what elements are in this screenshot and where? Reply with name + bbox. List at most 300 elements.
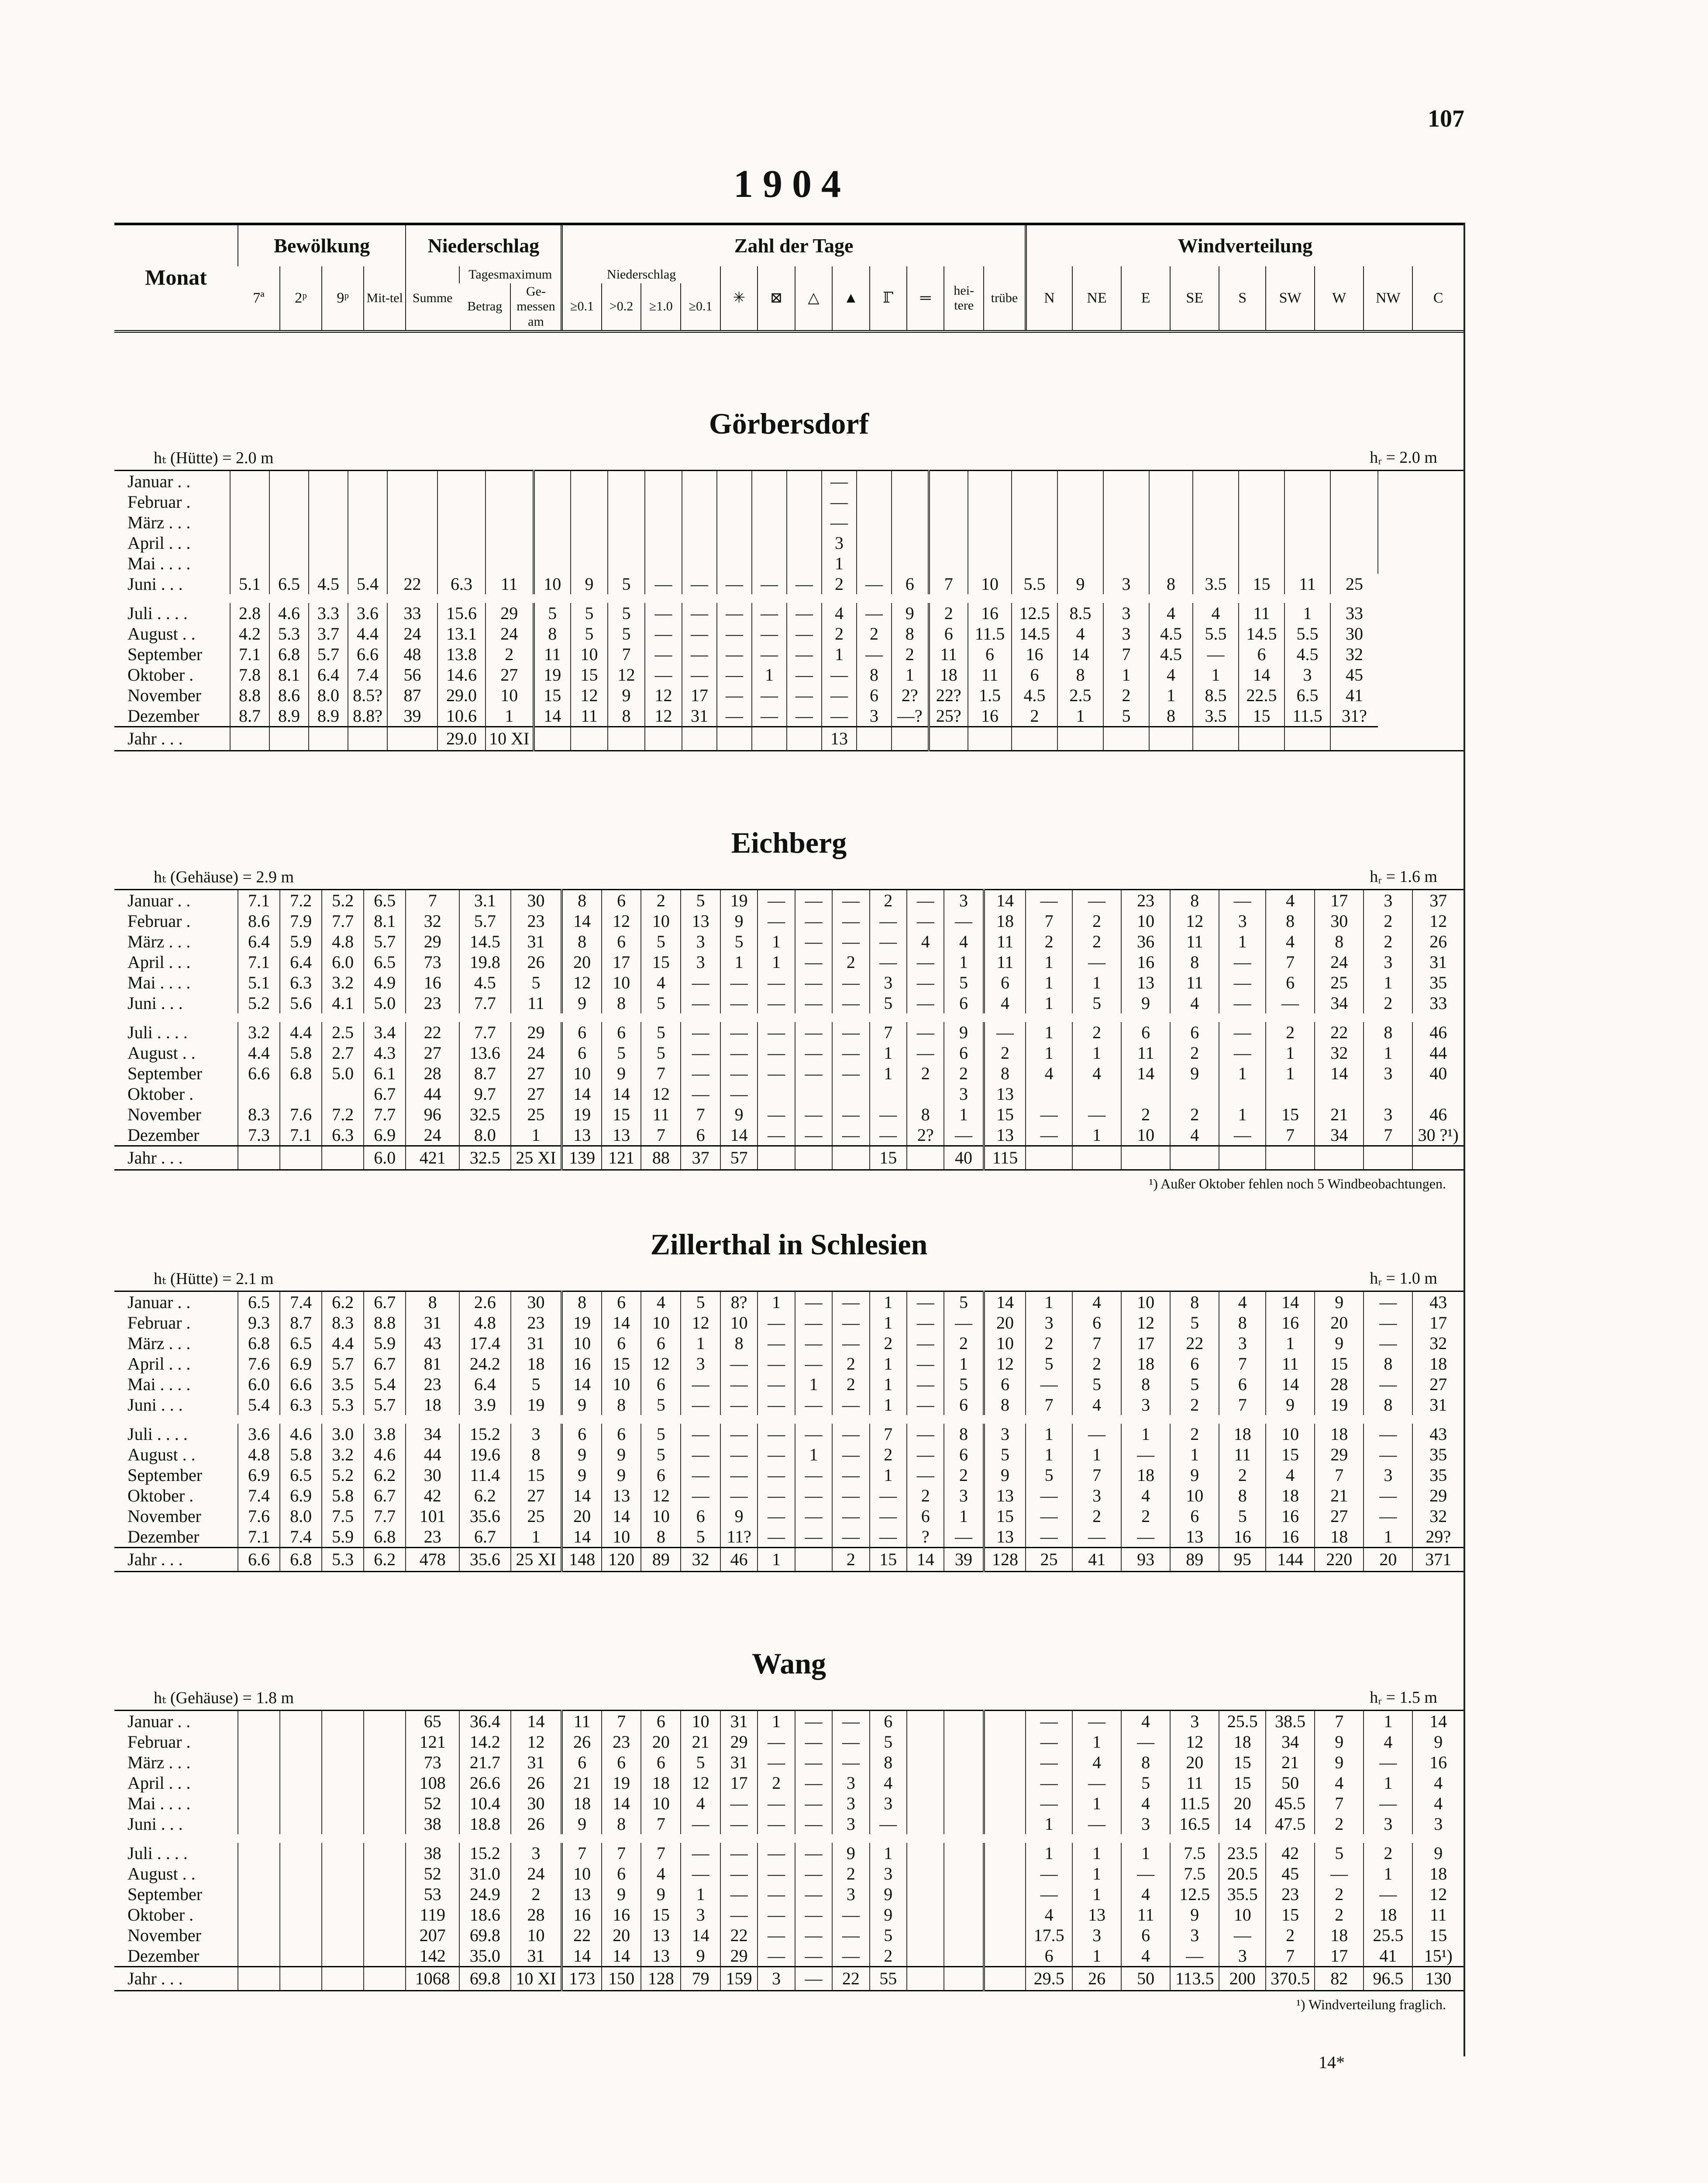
data-cell: —: [795, 1904, 832, 1925]
data-cell: —: [870, 1485, 907, 1506]
data-cell: 38: [406, 1814, 459, 1839]
data-cell: 20: [1219, 1793, 1266, 1814]
data-cell: 32: [1330, 644, 1378, 665]
data-cell: 2: [832, 1353, 869, 1374]
data-cell: 33: [1330, 599, 1378, 623]
data-cell: [534, 553, 571, 574]
data-cell: 5.2: [322, 1465, 364, 1485]
data-cell: 5.8: [280, 1444, 322, 1465]
data-cell: 5: [720, 931, 758, 952]
data-cell: [280, 1863, 322, 1884]
data-cell: 9: [562, 1465, 602, 1485]
data-cell: 32.5: [459, 1146, 510, 1170]
data-cell: —: [795, 993, 832, 1018]
data-cell: —: [832, 1125, 869, 1146]
data-cell: 15.2: [459, 1419, 510, 1444]
data-cell: 34: [406, 1419, 459, 1444]
data-cell: 32: [406, 911, 459, 931]
data-cell: [984, 1732, 1026, 1752]
data-cell: 31: [682, 706, 717, 727]
data-cell: —: [720, 1395, 758, 1419]
data-cell: 7: [562, 1839, 602, 1863]
data-cell: 29.0: [437, 685, 486, 706]
data-cell: 10.4: [459, 1793, 510, 1814]
data-cell: [929, 492, 968, 512]
data-cell: 22: [387, 574, 437, 599]
data-cell: 14: [720, 1125, 758, 1146]
station-data-table: [114, 1291, 1464, 1572]
data-cell: 14: [1057, 644, 1103, 665]
table-row: [114, 993, 1464, 1018]
data-cell: 17: [1315, 890, 1364, 911]
data-cell: 6: [641, 1752, 681, 1773]
data-cell: 16: [602, 1904, 641, 1925]
data-cell: 46: [1412, 1018, 1464, 1043]
data-cell: 8.5: [1193, 685, 1239, 706]
table-row: [114, 890, 1464, 911]
data-cell: 8: [641, 1526, 681, 1548]
data-cell: 9: [1315, 1732, 1364, 1752]
data-cell: 18: [929, 665, 968, 685]
data-cell: —: [795, 1945, 832, 1967]
data-cell: 8.6: [269, 685, 309, 706]
data-cell: 2.6: [459, 1291, 510, 1313]
rain-gauge-height: hᵣ = 1.0 m: [1370, 1269, 1437, 1288]
data-cell: 2: [1072, 931, 1121, 952]
data-cell: [1315, 1084, 1364, 1104]
data-cell: 10: [968, 574, 1012, 599]
data-cell: 29: [1412, 1485, 1464, 1506]
data-cell: [1026, 1146, 1072, 1170]
data-cell: 96.5: [1364, 1967, 1412, 1991]
data-cell: —: [682, 623, 717, 644]
data-cell: [787, 727, 822, 751]
station-name: Eichberg: [731, 826, 847, 859]
data-cell: 11: [968, 665, 1012, 685]
data-cell: —: [720, 1884, 758, 1904]
data-cell: —: [758, 1063, 795, 1084]
data-cell: [364, 1904, 406, 1925]
data-cell: [857, 553, 892, 574]
data-cell: 4: [641, 1291, 681, 1313]
table-row: [114, 1945, 1464, 1967]
data-cell: 9: [571, 574, 608, 599]
data-cell: [269, 727, 309, 751]
data-cell: 2: [870, 1444, 907, 1465]
data-cell: 1: [795, 1374, 832, 1395]
data-cell: —: [787, 623, 822, 644]
data-cell: —: [1121, 1444, 1170, 1465]
data-cell: 10: [641, 911, 681, 931]
data-cell: 7.5: [322, 1506, 364, 1526]
data-cell: [238, 1773, 280, 1793]
data-cell: 14: [602, 1945, 641, 1967]
data-cell: [534, 492, 571, 512]
rain-gauge-height: hᵣ = 2.0 m: [1370, 448, 1437, 467]
data-cell: 46: [1412, 1104, 1464, 1125]
data-cell: 15: [1315, 1353, 1364, 1374]
data-cell: 6: [562, 1752, 602, 1773]
data-cell: —: [1219, 972, 1266, 993]
data-cell: 200: [1219, 1967, 1266, 1991]
data-cell: [682, 512, 717, 533]
data-cell: 15: [511, 1465, 562, 1485]
rain-gauge-height: hᵣ = 1.5 m: [1370, 1688, 1437, 1707]
data-cell: [857, 471, 892, 492]
data-cell: 2: [1170, 1395, 1219, 1419]
data-cell: [717, 492, 752, 512]
data-cell: [787, 553, 822, 574]
data-cell: [682, 553, 717, 574]
header-icon-thunder: ℾ: [870, 266, 907, 331]
data-cell: —: [682, 665, 717, 685]
data-cell: [486, 553, 534, 574]
data-cell: 16: [1266, 1526, 1315, 1548]
data-cell: 5.4: [348, 574, 387, 599]
data-cell: —: [758, 1925, 795, 1945]
data-cell: [929, 553, 968, 574]
data-cell: [907, 1863, 944, 1884]
data-cell: 3: [1364, 952, 1412, 972]
data-cell: 31: [406, 1312, 459, 1333]
data-cell: [1121, 1084, 1170, 1104]
data-cell: 4.6: [269, 599, 309, 623]
footnote: ¹) Windverteilung fraglich.: [1296, 1997, 1446, 2012]
data-cell: [280, 1752, 322, 1773]
data-cell: 35.5: [1219, 1884, 1266, 1904]
data-cell: —: [1072, 1711, 1121, 1732]
month-label: April . . .: [127, 1773, 191, 1793]
table-row-year: [114, 727, 1464, 751]
table-row-year: [114, 1548, 1464, 1572]
data-cell: 9: [681, 1945, 720, 1967]
data-cell: 10: [602, 1526, 641, 1548]
data-cell: 1: [758, 1291, 795, 1313]
header-month: Monat: [145, 265, 207, 290]
data-cell: —: [795, 1863, 832, 1884]
station-data-table: [114, 470, 1464, 751]
data-cell: 4: [1121, 1793, 1170, 1814]
data-cell: 10: [1121, 911, 1170, 931]
header-wind: Windverteilung: [1026, 224, 1464, 266]
data-cell: 5: [1170, 1374, 1219, 1395]
data-cell: 7.5: [1170, 1863, 1219, 1884]
data-cell: 16: [968, 599, 1012, 623]
data-cell: [437, 533, 486, 553]
data-cell: 18: [1121, 1465, 1170, 1485]
month-label: November: [127, 1925, 201, 1945]
data-cell: [1330, 512, 1378, 533]
table-row: [114, 1863, 1464, 1884]
data-cell: 1: [1266, 1333, 1315, 1353]
month-label: Oktober .: [127, 1084, 194, 1104]
table-row: [114, 972, 1464, 993]
month-label: Juni . . .: [127, 1395, 183, 1415]
data-cell: 3.5: [322, 1374, 364, 1395]
data-cell: 3: [1103, 574, 1149, 599]
data-cell: 3: [832, 1773, 869, 1793]
data-cell: 5: [534, 599, 571, 623]
data-cell: —: [720, 1904, 758, 1925]
data-cell: [907, 1732, 944, 1752]
data-cell: [387, 533, 437, 553]
data-cell: [1284, 533, 1330, 553]
data-cell: 4: [641, 972, 681, 993]
data-cell: 7.6: [280, 1104, 322, 1125]
data-cell: 25.5: [1364, 1925, 1412, 1945]
table-row: [114, 1444, 1464, 1465]
data-cell: [322, 1945, 364, 1967]
data-cell: [944, 1967, 984, 1991]
data-cell: 7: [929, 574, 968, 599]
data-cell: —: [682, 599, 717, 623]
data-cell: 2: [907, 1485, 944, 1506]
table-row: [114, 1333, 1464, 1353]
table-row: [114, 1839, 1464, 1863]
data-cell: 39: [944, 1548, 984, 1572]
table-row: [114, 1752, 1464, 1773]
data-cell: 4.4: [280, 1018, 322, 1043]
data-cell: 4.5: [309, 574, 348, 599]
data-cell: 6: [641, 1374, 681, 1395]
data-cell: 6.7: [364, 1353, 406, 1374]
data-cell: 1: [1072, 1444, 1121, 1465]
page-number: 107: [1428, 105, 1464, 132]
table-row: [114, 623, 1464, 644]
table-row: [114, 644, 1464, 665]
data-cell: 27: [486, 665, 534, 685]
data-cell: 1: [1364, 972, 1412, 993]
data-cell: 5.5: [1012, 574, 1057, 599]
data-cell: [907, 1925, 944, 1945]
data-cell: —: [832, 1925, 869, 1945]
data-cell: 14: [1412, 1711, 1464, 1732]
data-cell: 10: [486, 685, 534, 706]
data-cell: 44: [406, 1084, 459, 1104]
header-precip: Niederschlag: [406, 224, 562, 266]
data-cell: [984, 1711, 1026, 1732]
data-cell: 18: [511, 1353, 562, 1374]
data-cell: 6: [681, 1125, 720, 1146]
data-cell: [968, 533, 1012, 553]
data-cell: 25: [1026, 1548, 1072, 1572]
data-cell: —: [681, 1063, 720, 1084]
data-cell: 17.5: [1026, 1925, 1072, 1945]
data-cell: 11.5: [1170, 1793, 1219, 1814]
data-cell: —: [682, 574, 717, 599]
data-cell: —: [758, 1353, 795, 1374]
data-cell: 3: [1072, 1485, 1121, 1506]
rain-gauge-height: hᵣ = 1.6 m: [1370, 868, 1437, 886]
table-row: [114, 553, 1464, 574]
data-cell: 69.8: [459, 1925, 510, 1945]
data-cell: [364, 1732, 406, 1752]
data-cell: 2: [907, 1063, 944, 1084]
data-cell: 25: [511, 1506, 562, 1526]
data-cell: —: [758, 1814, 795, 1839]
data-cell: 10: [562, 1863, 602, 1884]
data-cell: 3: [1103, 623, 1149, 644]
data-cell: [1239, 533, 1284, 553]
data-cell: 9: [1121, 993, 1170, 1018]
data-cell: 5: [641, 1395, 681, 1419]
data-cell: [892, 471, 929, 492]
data-cell: [608, 471, 645, 492]
data-cell: 12: [608, 665, 645, 685]
data-cell: 4.9: [364, 972, 406, 993]
data-cell: —: [832, 1732, 869, 1752]
data-cell: 23: [406, 1526, 459, 1548]
data-cell: —: [907, 1374, 944, 1395]
data-cell: 142: [406, 1945, 459, 1967]
header-wind-sw: SW: [1266, 266, 1315, 331]
data-cell: —: [681, 1043, 720, 1063]
header-summe: Summe: [406, 266, 459, 331]
data-cell: 13: [562, 1125, 602, 1146]
data-cell: 1: [944, 1353, 984, 1374]
data-cell: 8.8: [364, 1312, 406, 1333]
data-cell: [1193, 492, 1239, 512]
data-cell: 19: [562, 1104, 602, 1125]
data-cell: 2: [1012, 706, 1057, 727]
data-cell: 7: [641, 1125, 681, 1146]
data-cell: 1: [758, 931, 795, 952]
header-heitere: hei-tere: [944, 266, 984, 331]
data-cell: [752, 727, 787, 751]
data-cell: 17: [1121, 1333, 1170, 1353]
data-cell: 15: [602, 1104, 641, 1125]
data-cell: 18: [1364, 1904, 1412, 1925]
data-cell: 7.1: [230, 644, 269, 665]
data-cell: 20: [984, 1312, 1026, 1333]
data-cell: [571, 512, 608, 533]
data-cell: 5: [641, 1419, 681, 1444]
data-cell: [571, 471, 608, 492]
month-label: Dezember: [127, 706, 200, 726]
data-cell: 12: [511, 1732, 562, 1752]
data-cell: 5: [602, 1043, 641, 1063]
data-cell: 3: [870, 972, 907, 993]
data-cell: 13.8: [437, 644, 486, 665]
data-cell: 6.2: [364, 1548, 406, 1572]
data-cell: [787, 533, 822, 553]
data-cell: [1149, 512, 1193, 533]
data-cell: [1364, 1084, 1412, 1104]
data-cell: —: [645, 665, 682, 685]
data-cell: —: [795, 1814, 832, 1839]
data-cell: 9: [1170, 1063, 1219, 1084]
data-cell: 119: [406, 1904, 459, 1925]
station-name: Görbersdorf: [709, 407, 869, 440]
data-cell: 6.6: [280, 1374, 322, 1395]
data-cell: 478: [406, 1548, 459, 1572]
data-cell: 7: [870, 1419, 907, 1444]
data-cell: [968, 727, 1012, 751]
data-cell: 18: [1315, 1526, 1364, 1548]
data-cell: [892, 553, 929, 574]
data-cell: 2.8: [230, 599, 269, 623]
data-cell: [907, 1814, 944, 1839]
data-cell: [907, 1711, 944, 1732]
data-cell: 5: [641, 993, 681, 1018]
month-label: Mai . . . .: [127, 1794, 191, 1813]
header-truebe: trübe: [984, 266, 1026, 331]
data-cell: 3: [870, 1863, 907, 1884]
data-cell: 7.4: [280, 1526, 322, 1548]
data-cell: 9: [1057, 574, 1103, 599]
data-cell: 5.6: [280, 993, 322, 1018]
data-cell: —: [758, 1884, 795, 1904]
data-cell: 1: [1026, 1043, 1072, 1063]
data-cell: 1: [1026, 1018, 1072, 1043]
data-cell: [1170, 1084, 1219, 1104]
data-cell: [795, 1146, 832, 1170]
data-cell: 7.2: [280, 890, 322, 911]
data-cell: 5: [1170, 1312, 1219, 1333]
data-cell: —: [717, 644, 752, 665]
data-cell: 12: [641, 1485, 681, 1506]
data-cell: —: [795, 1884, 832, 1904]
data-cell: 2: [1364, 931, 1412, 952]
data-cell: 9: [720, 911, 758, 931]
data-cell: 9: [1266, 1395, 1315, 1419]
data-cell: 8.1: [269, 665, 309, 685]
data-cell: [238, 1711, 280, 1732]
data-cell: 1: [1072, 1043, 1121, 1063]
data-cell: 1: [752, 665, 787, 685]
data-cell: 2: [870, 890, 907, 911]
data-cell: 12: [1121, 1312, 1170, 1333]
data-cell: —: [1026, 1104, 1072, 1125]
data-cell: 4.6: [280, 1419, 322, 1444]
data-cell: [645, 471, 682, 492]
month-label: November: [127, 1506, 201, 1526]
data-cell: 36: [1121, 931, 1170, 952]
table-row: [114, 1374, 1464, 1395]
data-cell: 2: [1121, 1104, 1170, 1125]
data-cell: [486, 492, 534, 512]
data-cell: 13: [822, 727, 857, 751]
data-cell: [752, 492, 787, 512]
data-cell: 12: [641, 1084, 681, 1104]
data-cell: 5: [571, 623, 608, 644]
data-cell: 1: [1364, 1863, 1412, 1884]
data-cell: —: [787, 574, 822, 599]
data-cell: [984, 1904, 1026, 1925]
data-cell: 3: [1364, 890, 1412, 911]
data-cell: 1: [1364, 1043, 1412, 1063]
data-cell: 14: [1266, 1374, 1315, 1395]
data-cell: 12: [984, 1353, 1026, 1374]
month-label: Jahr . . .: [114, 727, 230, 751]
data-cell: 1: [944, 952, 984, 972]
data-cell: 35: [1412, 1465, 1464, 1485]
data-cell: —: [822, 665, 857, 685]
data-cell: 31: [511, 1333, 562, 1353]
data-cell: 10: [641, 1312, 681, 1333]
data-cell: —: [752, 644, 787, 665]
data-cell: —: [682, 644, 717, 665]
data-cell: 1: [944, 1506, 984, 1526]
month-label: März . . .: [127, 1333, 191, 1353]
data-cell: 3.0: [322, 1419, 364, 1444]
data-cell: 9: [870, 1884, 907, 1904]
table-row-year: [114, 1146, 1464, 1170]
data-cell: —: [758, 1419, 795, 1444]
data-cell: 11: [984, 931, 1026, 952]
data-cell: —: [795, 1526, 832, 1548]
table-row: [114, 1043, 1464, 1063]
